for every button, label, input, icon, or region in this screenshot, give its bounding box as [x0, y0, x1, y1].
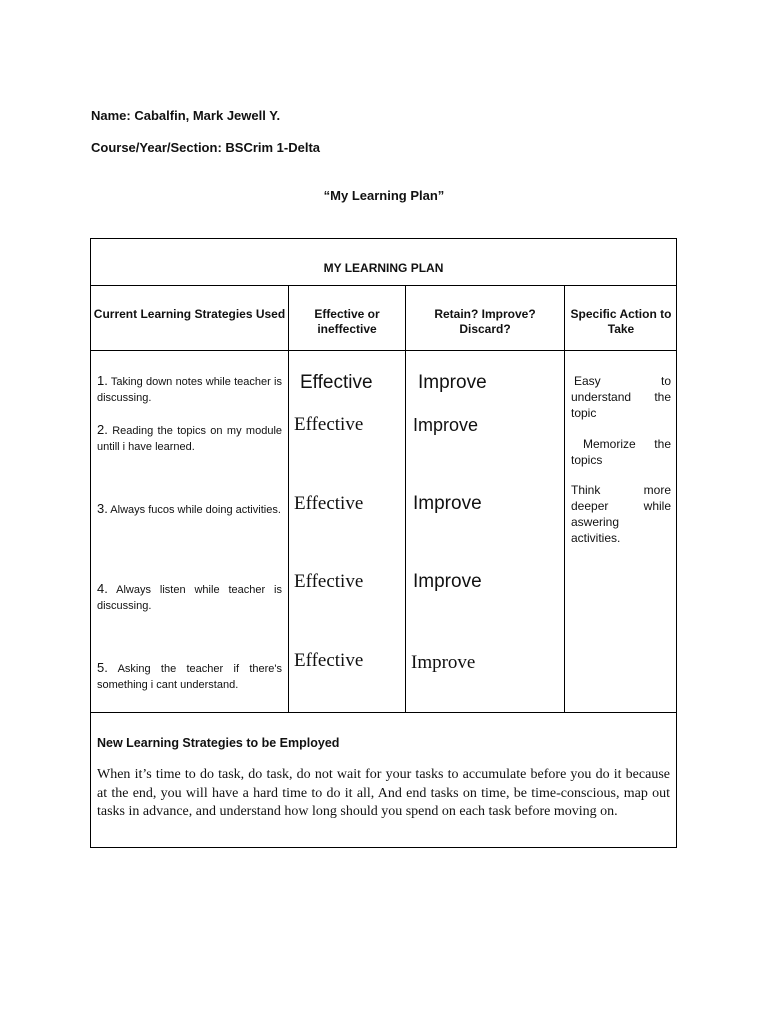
column-header-retain: Retain? Improve? Discard? [434, 307, 536, 336]
table-divider [91, 712, 676, 713]
strategy-text: Always listen while teacher is discussing. [97, 584, 283, 612]
action-item: Memorize the topics [571, 437, 671, 467]
column-divider [564, 285, 565, 712]
retain-improve-value: Improve [413, 571, 482, 592]
column-divider [405, 285, 406, 712]
column-header-strategies: Current Learning Strategies Used [93, 307, 286, 321]
retain-improve-value: Improve [418, 372, 487, 393]
course-year-section: Course/Year/Section: BSCrim 1-Delta [91, 140, 321, 155]
action-item: Easy to understand the topic [571, 374, 671, 420]
effectiveness-value: Effective [294, 571, 364, 592]
learning-plan-table [90, 238, 677, 848]
action-item: Think more deeper while aswering activities. [571, 483, 671, 545]
new-strategies-text: When it’s time to do task, do task, do not wait for your tasks to accumulate before you do it because at the end, you will have a hard time to do it all, And end tasks on time, be time-conscious, map out tasks in advance, and understand how long should you spend on each task before moving on. [97, 767, 670, 819]
strategy-text: Taking down notes while teacher is discussing. [97, 376, 282, 404]
strategy-item [97, 660, 282, 693]
table-title: MY LEARNING PLAN [323, 261, 444, 275]
strategy-number: 2. [97, 422, 108, 437]
retain-improve-value: Improve [413, 493, 482, 514]
effectiveness-value: Effective [300, 372, 373, 393]
effectiveness-value: Effective [294, 414, 364, 435]
effectiveness-value: Effective [294, 650, 364, 671]
effectiveness-value: Effective [294, 493, 364, 514]
new-strategies-title: New Learning Strategies to be Employed [97, 736, 340, 750]
retain-improve-value: Improve [413, 415, 479, 435]
column-header-action: Specific Action to Take [570, 307, 672, 336]
table-divider [91, 285, 676, 286]
strategy-item [97, 373, 282, 406]
table-divider [91, 350, 676, 351]
column-divider [288, 285, 289, 712]
strategy-text: Reading the topics on my module untill i have learned. [97, 425, 283, 453]
document-title: “My Learning Plan” [323, 188, 445, 203]
strategy-text: Always fucos while doing activities. [110, 504, 281, 516]
strategy-number: 4. [97, 581, 108, 596]
strategy-number: 3. [97, 501, 108, 516]
strategy-number: 1. [97, 373, 108, 388]
strategy-item [97, 422, 282, 455]
strategy-item [97, 501, 282, 518]
retain-improve-value: Improve [411, 652, 476, 673]
strategy-item [97, 581, 282, 614]
student-name: Name: Cabalfin, Mark Jewell Y. [91, 108, 281, 123]
strategy-text: Asking the teacher if there's something i cant understand. [97, 663, 282, 691]
strategy-number: 5. [97, 660, 108, 675]
column-header-effective: Effective or ineffective [314, 307, 380, 336]
